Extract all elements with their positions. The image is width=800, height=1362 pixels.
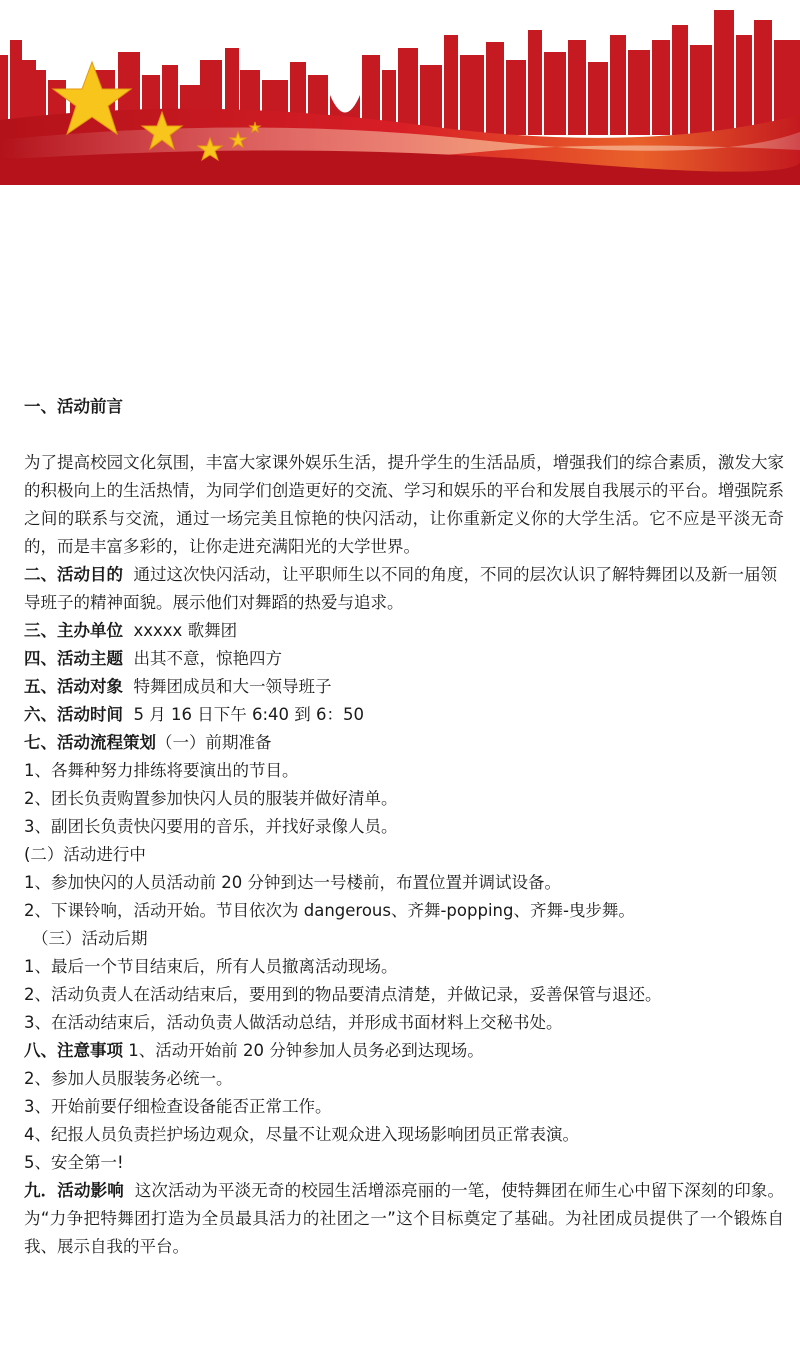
list-item: 5、安全第一!: [24, 1153, 124, 1172]
section-6-body: 5 月 16 日下午 6:40 到 6：50: [133, 705, 365, 724]
section-5-title: 五、活动对象: [24, 677, 123, 696]
section-7-title: 七、活动流程策划: [24, 733, 156, 752]
section-4-title: 四、活动主题: [24, 649, 123, 668]
list-item: 1、最后一个节目结束后，所有人员撤离活动现场。: [24, 957, 398, 976]
list-item: 1、各舞种努力排练将要演出的节目。: [24, 761, 299, 780]
list-item: 2、下课铃响，活动开始。节目依次为 dangerous、齐舞-popping、齐舞-曳步舞。: [24, 901, 635, 920]
list-item: 2、团长负责购置参加快闪人员的服装并做好清单。: [24, 789, 398, 808]
section-9-body: 这次活动为平淡无奇的校园生活增添亮丽的一笔，使特舞团在师生心中留下深刻的印象。为“力争把特舞团打造为全员最具活力的社团之一”这个目标奠定了基础。为社团成员提供了一个锻炼自我、展示自我的平台。: [24, 1181, 785, 1256]
list-item: 2、参加人员服装务必统一。: [24, 1069, 233, 1088]
section-7-sub3: （三）活动后期: [32, 929, 148, 948]
section-1-body: 为了提高校园文化氛围，丰富大家课外娱乐生活，提升学生的生活品质，增强我们的综合素质，激发大家的积极向上的生活热情，为同学们创造更好的交流、学习和娱乐的平台和发展自我展示的平台。增强院系之间的联系与交流，通过一场完美且惊艳的快闪活动，让你重新定义你的大学生活。它不应是平淡无奇的，而是丰富多彩的，让你走进充满阳光的大学世界。: [24, 453, 784, 556]
section-8-title: 八、注意事项: [24, 1041, 123, 1060]
list-item: 3、副团长负责快闪要用的音乐，并找好录像人员。: [24, 817, 398, 836]
section-8: [24, 1037, 784, 1065]
section-9: [24, 1177, 784, 1261]
section-2-title: 二、活动目的: [24, 565, 123, 584]
list-item: 1、参加快闪的人员活动前 20 分钟到达一号楼前，布置位置并调试设备。: [24, 873, 561, 892]
section-6: [24, 701, 784, 729]
section-4-body: 出其不意，惊艳四方: [133, 649, 282, 668]
document-body: [24, 393, 784, 1261]
section-3: [24, 617, 784, 645]
section-7: [24, 729, 784, 757]
section-3-title: 三、主办单位: [24, 621, 123, 640]
section-3-body: xxxxx 歌舞团: [133, 621, 238, 640]
header-banner: [0, 0, 800, 185]
list-item: 3、在活动结束后，活动负责人做活动总结，并形成书面材料上交秘书处。: [24, 1013, 563, 1032]
section-9-title: 九．活动影响: [24, 1181, 124, 1200]
list-item: 4、纪报人员负责拦护场边观众，尽量不让观众进入现场影响团员正常表演。: [24, 1125, 579, 1144]
section-7-sub2: (二）活动进行中: [24, 845, 146, 864]
section-1-title: 一、活动前言: [24, 397, 123, 416]
section-8-first: 1、活动开始前 20 分钟参加人员务必到达现场。: [128, 1041, 484, 1060]
banner-graphic: [0, 0, 800, 185]
section-2-body: 通过这次快闪活动，让平职师生以不同的角度，不同的层次认识了解特舞团以及新一届领导班子的精神面貌。展示他们对舞蹈的热爱与追求。: [24, 565, 777, 612]
section-4: [24, 645, 784, 673]
list-item: 2、活动负责人在活动结束后，要用到的物品要清点清楚，并做记录，妥善保管与退还。: [24, 985, 662, 1004]
section-5: [24, 673, 784, 701]
section-5-body: 特舞团成员和大一领导班子: [133, 677, 332, 696]
list-item: 3、开始前要仔细检查设备能否正常工作。: [24, 1097, 332, 1116]
section-7-sub1: （一）前期准备: [156, 733, 272, 752]
section-2: [24, 561, 784, 617]
section-6-title: 六、活动时间: [24, 705, 123, 724]
